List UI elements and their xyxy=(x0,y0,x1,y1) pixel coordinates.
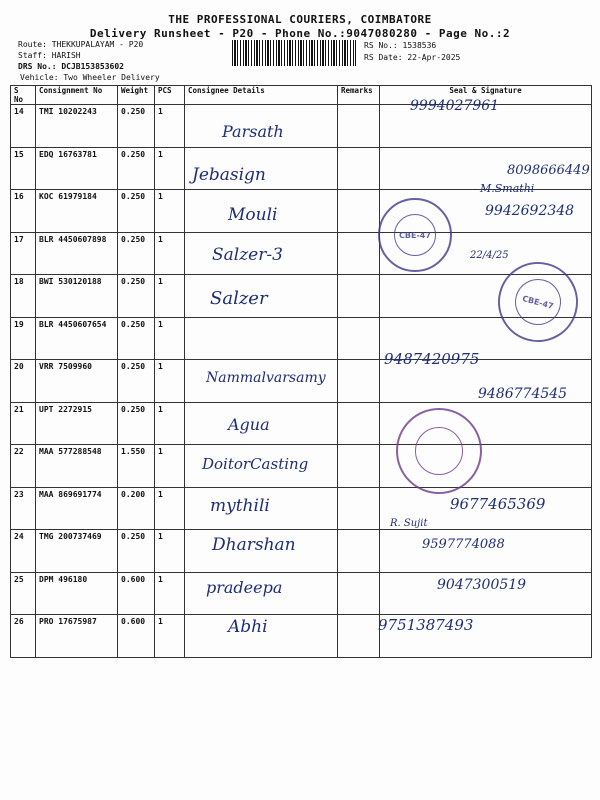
cell-remarks xyxy=(338,275,380,318)
runsheet-subtitle: Delivery Runsheet - P20 - Phone No.:9047080280 - Page No.:2 xyxy=(89,27,511,40)
table-header-row xyxy=(11,86,592,105)
handwritten-name: pradeepa xyxy=(206,578,283,597)
seal-center xyxy=(394,214,436,256)
handwritten-phone: 9597774088 xyxy=(422,537,505,552)
handwritten-phone: 9677465369 xyxy=(450,495,546,513)
col-header-consignment: Consignment No xyxy=(36,86,118,105)
cell-sno: 21 xyxy=(11,402,36,445)
round-seal-stamp xyxy=(396,408,482,494)
cell-consignment-no: BWI 530120188 xyxy=(36,275,118,318)
handwritten-name: Parsath xyxy=(222,122,284,141)
col-header-sno: S No xyxy=(11,86,36,105)
cell-sno: 20 xyxy=(11,360,36,403)
cell-consignment-no: TMI 10202243 xyxy=(36,105,118,148)
seal-text: CBE-47 xyxy=(521,293,555,311)
barcode-image xyxy=(232,40,356,66)
cell-pcs: 1 xyxy=(155,190,185,233)
cell-consignment-no: DPM 496180 xyxy=(36,572,118,615)
vehicle-label: Vehicle: Two Wheeler Delivery xyxy=(20,73,160,82)
cell-sno: 17 xyxy=(11,232,36,275)
cell-sno: 25 xyxy=(11,572,36,615)
cell-pcs: 1 xyxy=(155,147,185,190)
cell-consignment-no: PRO 17675987 xyxy=(36,615,118,658)
cell-remarks xyxy=(338,190,380,233)
cell-remarks xyxy=(338,445,380,488)
col-header-signature: Seal & Signature xyxy=(380,86,592,105)
cell-pcs: 1 xyxy=(155,487,185,530)
cell-sno: 23 xyxy=(11,487,36,530)
cell-pcs: 1 xyxy=(155,445,185,488)
cell-remarks xyxy=(338,317,380,360)
handwritten-name: Salzer xyxy=(210,288,268,309)
handwritten-name: mythili xyxy=(210,496,270,516)
handwritten-name: Dharshan xyxy=(212,535,296,555)
table-row xyxy=(11,402,592,445)
rs-date: RS Date: 22-Apr-2025 xyxy=(364,53,461,62)
cell-consignment-no: TMG 200737469 xyxy=(36,530,118,573)
cell-weight: 0.250 xyxy=(118,402,155,445)
cell-consignment-no: EDQ 16763781 xyxy=(36,147,118,190)
handwritten-phone: 9487420975 xyxy=(384,350,480,368)
cell-remarks xyxy=(338,147,380,190)
cell-weight: 0.600 xyxy=(118,615,155,658)
handwritten-signature: M.Smathi xyxy=(480,182,535,195)
cell-sno: 16 xyxy=(11,190,36,233)
handwritten-phone: 9047300519 xyxy=(437,577,527,593)
cell-pcs: 1 xyxy=(155,105,185,148)
cell-pcs: 1 xyxy=(155,317,185,360)
cell-weight: 0.250 xyxy=(118,232,155,275)
cell-sno: 19 xyxy=(11,317,36,360)
cell-weight: 0.200 xyxy=(118,487,155,530)
cell-weight: 0.250 xyxy=(118,317,155,360)
cell-pcs: 1 xyxy=(155,402,185,445)
handwritten-name: Mouli xyxy=(228,205,278,225)
cell-consignment-no: MAA 577288548 xyxy=(36,445,118,488)
cell-pcs: 1 xyxy=(155,572,185,615)
cell-sno: 24 xyxy=(11,530,36,573)
col-header-consignee: Consignee Details xyxy=(185,86,338,105)
route-label: Route: THEKKUPALAYAM - P20 xyxy=(18,40,144,49)
seal-center xyxy=(415,427,463,475)
col-header-weight: Weight xyxy=(118,86,155,105)
handwritten-phone: 9942692348 xyxy=(485,203,575,219)
cell-remarks xyxy=(338,487,380,530)
cell-remarks xyxy=(338,572,380,615)
cell-remarks xyxy=(338,232,380,275)
cell-remarks xyxy=(338,105,380,148)
handwritten-phone: 8098666449 xyxy=(507,163,590,178)
cell-pcs: 1 xyxy=(155,615,185,658)
cell-remarks xyxy=(338,360,380,403)
col-header-pcs: PCS xyxy=(155,86,185,105)
cell-consignment-no: MAA 869691774 xyxy=(36,487,118,530)
handwritten-signature: R. Sujit xyxy=(390,518,428,529)
cell-consignment-no: VRR 7509960 xyxy=(36,360,118,403)
cell-consignment-no: KOC 61979184 xyxy=(36,190,118,233)
table-row xyxy=(11,615,592,658)
cell-consignment-no: BLR 4450607898 xyxy=(36,232,118,275)
seal-center xyxy=(510,274,566,330)
cell-weight: 1.550 xyxy=(118,445,155,488)
cell-consignment-no: UPT 2272915 xyxy=(36,402,118,445)
cell-pcs: 1 xyxy=(155,232,185,275)
cell-sno: 22 xyxy=(11,445,36,488)
cell-sno: 26 xyxy=(11,615,36,658)
staff-label: Staff: HARISH xyxy=(18,51,81,60)
cell-sno: 14 xyxy=(11,105,36,148)
cell-weight: 0.250 xyxy=(118,360,155,403)
handwritten-name: Salzer-3 xyxy=(212,245,283,265)
table-row xyxy=(11,105,592,148)
cell-remarks xyxy=(338,615,380,658)
cell-sno: 15 xyxy=(11,147,36,190)
handwritten-phone: 9751387493 xyxy=(378,616,474,634)
handwritten-name: Jebasign xyxy=(192,165,266,185)
rs-number: RS No.: 1538536 xyxy=(364,41,437,50)
cell-weight: 0.250 xyxy=(118,190,155,233)
cell-pcs: 1 xyxy=(155,530,185,573)
cell-weight: 0.250 xyxy=(118,105,155,148)
cell-consignment-no: BLR 4450607654 xyxy=(36,317,118,360)
cell-remarks xyxy=(338,402,380,445)
handwritten-name: Abhi xyxy=(228,617,268,637)
cell-consignee xyxy=(185,317,338,360)
handwritten-name: DoitorCasting xyxy=(202,455,309,473)
drs-label: DRS No.: DCJB153853602 xyxy=(18,62,124,71)
cell-pcs: 1 xyxy=(155,275,185,318)
cell-weight: 0.250 xyxy=(118,147,155,190)
col-header-remarks: Remarks xyxy=(338,86,380,105)
cell-sno: 18 xyxy=(11,275,36,318)
handwritten-signature: 22/4/25 xyxy=(470,250,509,261)
handwritten-name: Nammalvarsamy xyxy=(206,370,326,386)
handwritten-name: Agua xyxy=(228,415,270,434)
cell-weight: 0.600 xyxy=(118,572,155,615)
company-title: THE PROFESSIONAL COURIERS, COIMBATORE xyxy=(168,13,432,26)
company-seal-stamp xyxy=(378,198,452,272)
cell-weight: 0.250 xyxy=(118,275,155,318)
seal-text: CBE-47 xyxy=(399,230,431,240)
cell-weight: 0.250 xyxy=(118,530,155,573)
handwritten-phone: 9994027961 xyxy=(410,98,500,114)
cell-remarks xyxy=(338,530,380,573)
handwritten-phone: 9486774545 xyxy=(478,386,568,402)
cell-pcs: 1 xyxy=(155,360,185,403)
